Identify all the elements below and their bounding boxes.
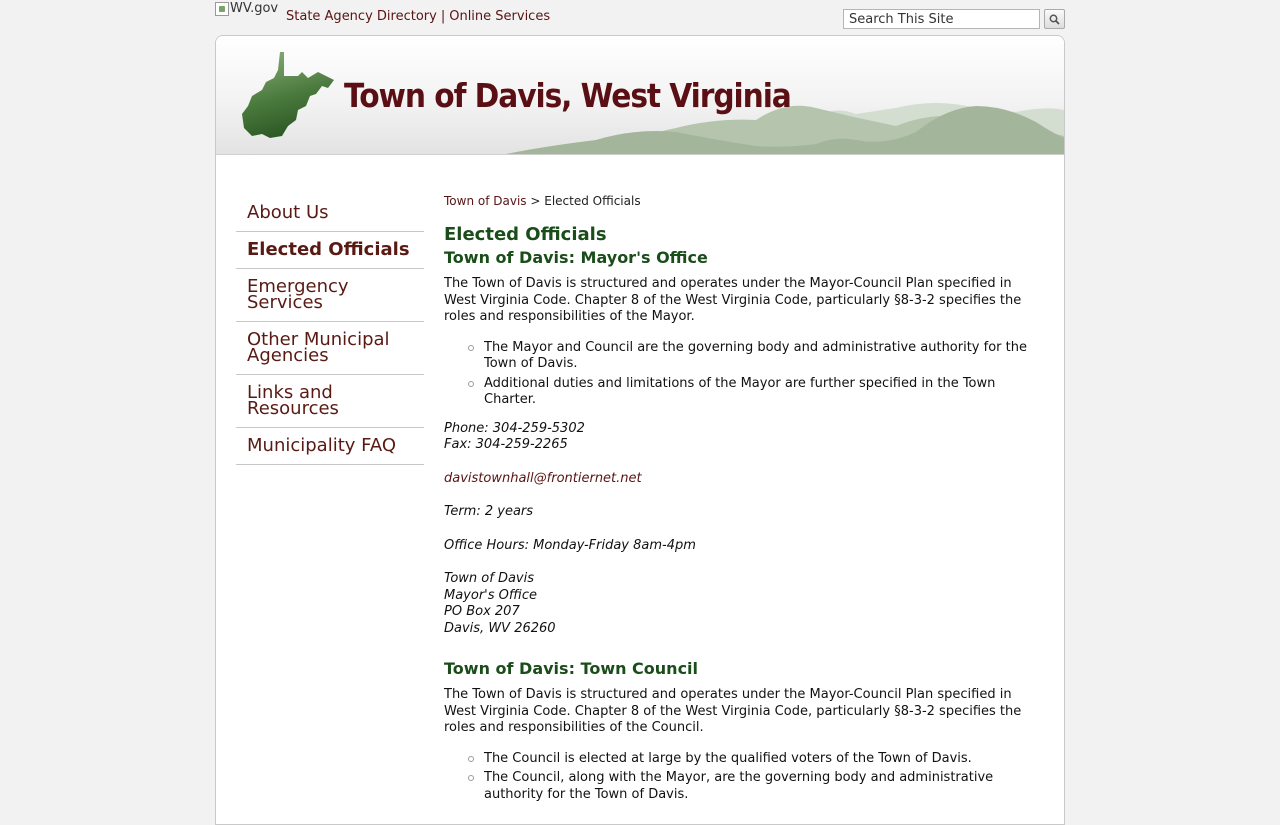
search-icon <box>1049 14 1060 25</box>
wv-gov-logo-alt: WV.gov <box>230 1 279 16</box>
wv-gov-logo-link[interactable] <box>215 1 278 16</box>
site-banner <box>216 36 1064 155</box>
west-virginia-state-icon <box>240 50 340 142</box>
sidebar-item-other-municipal-agencies[interactable]: Other Municipal Agencies <box>236 322 424 375</box>
mayor-bullet-list <box>444 340 1029 409</box>
council-section-heading: Town of Davis: Town Council <box>444 659 699 678</box>
breadcrumb-separator: > <box>530 194 541 208</box>
mayor-phone: Phone: 304-259-5302 <box>444 420 585 436</box>
breadcrumb-current: Elected Officials <box>544 194 641 208</box>
sidebar-item-about-us[interactable]: About Us <box>236 195 424 232</box>
sidebar-item-emergency-services[interactable]: Emergency Services <box>236 269 424 322</box>
breadcrumb-home-link[interactable]: Town of Davis <box>444 194 527 208</box>
list-item: The Mayor and Council are the governing body and administrative authority for the Town of Davis. <box>484 340 1029 373</box>
council-paragraph: The Town of Davis is structured and operates under the Mayor-Council Plan specified in West Virginia Code. Chapter 8 of the West Virginia Code, particularly §8-3-2 specifies the roles and responsibilities of the Council. <box>444 687 1022 735</box>
mayor-fax: Fax: 304-259-2265 <box>444 437 568 452</box>
page-title: Elected Officials <box>444 224 607 245</box>
mayor-paragraph: The Town of Davis is structured and operates under the Mayor-Council Plan specified in West Virginia Code. Chapter 8 of the West Virginia Code, particularly §8-3-2 specifies the roles and responsibilities of the Mayor. <box>444 276 1022 324</box>
list-item: Additional duties and limitations of the Mayor are further specified in the Town Charter. <box>484 376 1029 409</box>
mayor-contact-info <box>444 421 1029 638</box>
mayor-section-heading: Town of Davis: Mayor's Office <box>444 248 708 267</box>
sidebar-nav <box>236 195 424 465</box>
sidebar-item-elected-officials[interactable]: Elected Officials <box>236 232 424 269</box>
state-agency-directory-link[interactable]: State Agency Directory <box>286 9 437 24</box>
breadcrumb <box>444 194 1029 208</box>
list-item: The Council, along with the Mayor, are the governing body and administrative authority for the Town of Davis. <box>484 770 1029 803</box>
address-line: Davis, WV 26260 <box>444 620 556 636</box>
search-input[interactable] <box>843 9 1040 29</box>
council-bullet-list <box>444 751 1029 804</box>
top-utility-bar <box>0 0 1280 36</box>
top-links-separator: | <box>440 9 446 24</box>
site-title: Town of Davis, West Virginia <box>344 76 791 115</box>
online-services-link[interactable]: Online Services <box>449 9 551 24</box>
mayor-email-link[interactable]: davistownhall@frontiernet.net <box>444 470 642 486</box>
list-item: The Council is elected at large by the qualified voters of the Town of Davis. <box>484 751 1029 768</box>
sidebar-item-links-and-resources[interactable]: Links and Resources <box>236 375 424 428</box>
top-links <box>286 9 550 24</box>
mayor-office-hours: Office Hours: Monday-Friday 8am-4pm <box>444 537 696 553</box>
address-line: PO Box 207 <box>444 604 520 619</box>
sidebar-item-municipality-faq[interactable]: Municipality FAQ <box>236 428 424 465</box>
mayor-term: Term: 2 years <box>444 504 534 519</box>
address-line: Town of Davis <box>444 571 535 586</box>
main-content <box>444 194 1029 815</box>
search-button[interactable] <box>1044 9 1065 29</box>
broken-image-icon <box>215 2 229 16</box>
address-line: Mayor's Office <box>444 587 538 603</box>
